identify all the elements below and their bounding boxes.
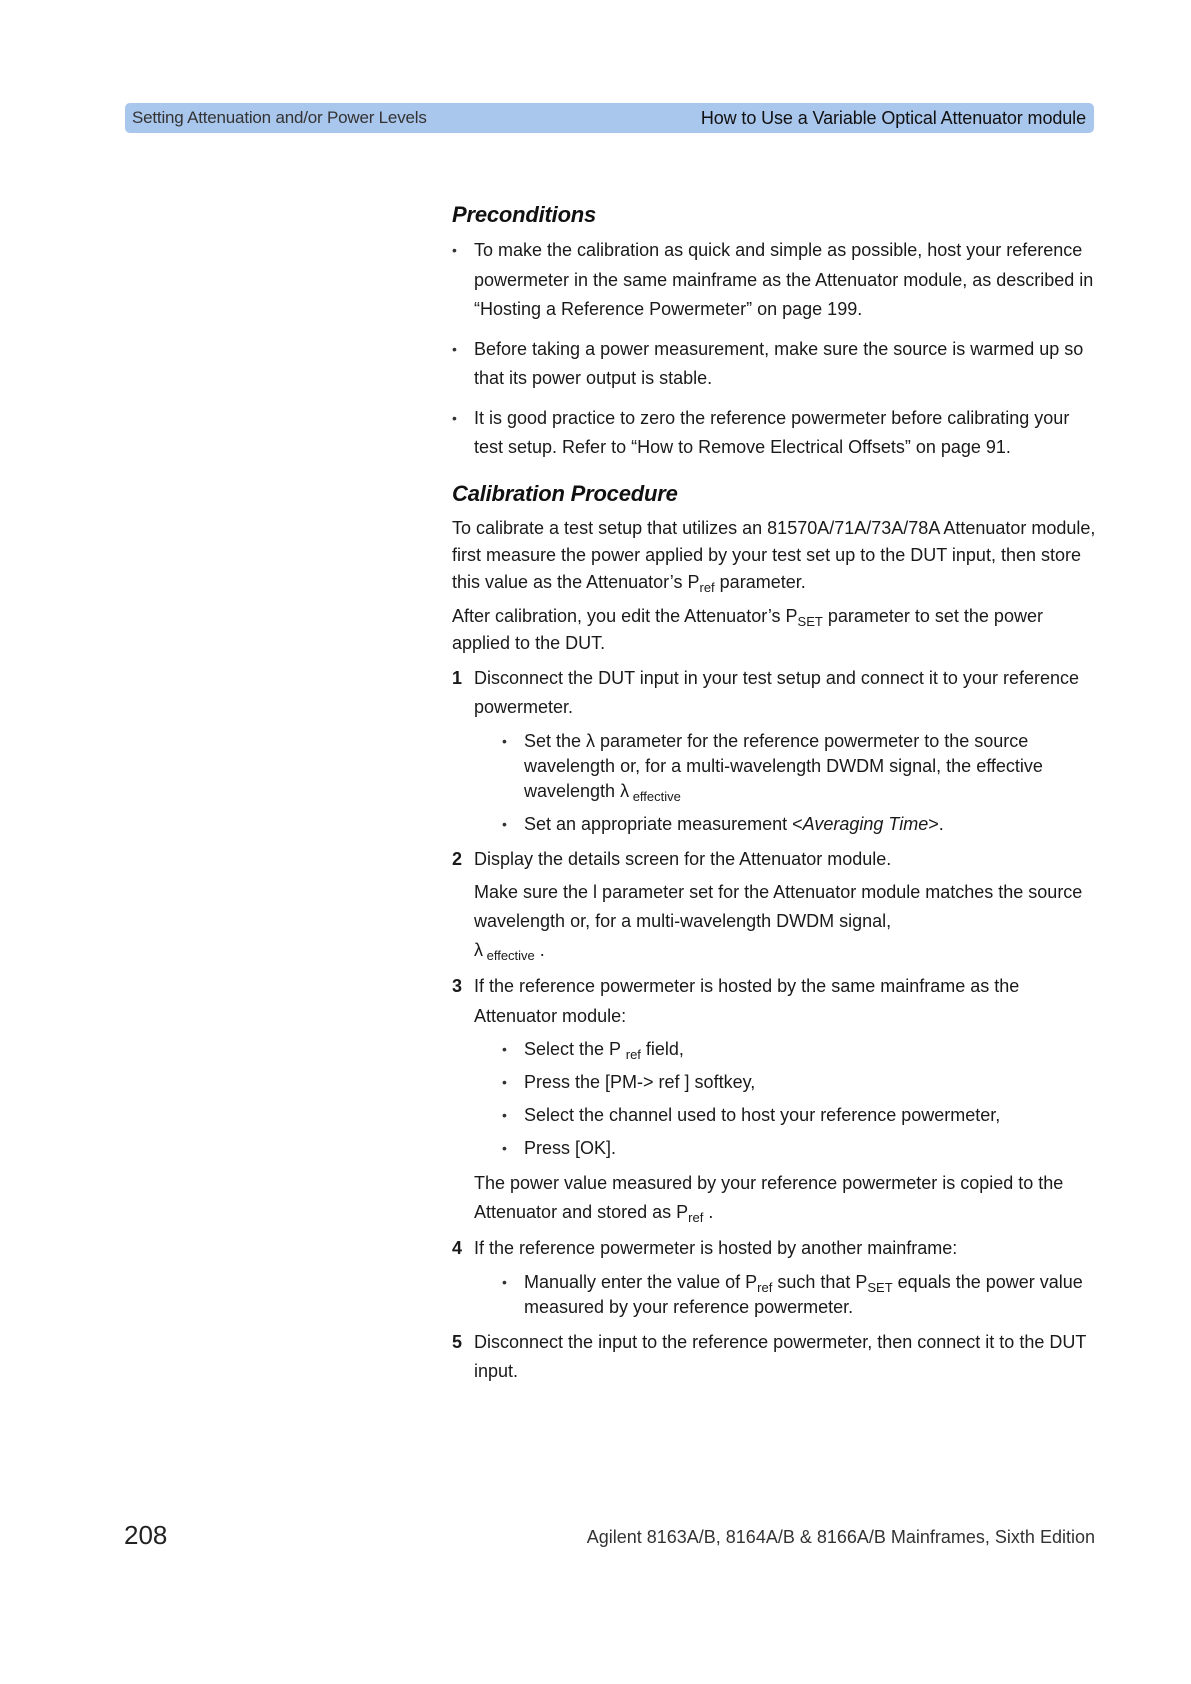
step-1 [452, 664, 1102, 837]
subscript: ref [688, 1210, 704, 1225]
emphasis: Averaging Time [802, 813, 929, 834]
subscript: SET [797, 613, 823, 629]
step-3-result [474, 1169, 1102, 1227]
precondition-item: • To make the calibration as quick and simple as possible, host your reference powermeter in the same mainframe as the Attenuator module, as described in “Hosting a Reference Powermeter” on page 199. [452, 236, 1102, 325]
text-run: To calibrate a test setup that utilizes an 81570A/71A/73A/78A Attenuator module, first measure the power applied by your test set up to the DUT input, then store this value as the Attenuator’s P [452, 517, 1096, 592]
step-number: 1 [452, 667, 463, 688]
step-1-sublist [474, 729, 1102, 837]
running-header [125, 103, 1094, 133]
footer-publication: Agilent 8163A/B, 8164A/B & 8166A/B Mainframes, Sixth Edition [586, 1527, 1095, 1547]
step-5 [452, 1328, 1102, 1387]
text-run: Set an appropriate measurement < [524, 813, 803, 834]
step-2 [452, 845, 1102, 966]
text-run: parameter. [714, 571, 806, 592]
text-run: field, [640, 1039, 684, 1059]
text-run: Manually enter the value of P [524, 1271, 758, 1292]
calibration-note [452, 603, 1102, 657]
text-run: . [703, 1202, 714, 1222]
text-run: Select the P [524, 1039, 626, 1059]
header-section-title: How to Use a Variable Optical Attenuator module [700, 107, 1086, 128]
sub-bullet [502, 1037, 1102, 1062]
preconditions-heading: Preconditions [452, 202, 597, 227]
sub-bullet: • Select the channel used to host your reference powermeter, [502, 1103, 1102, 1128]
sub-bullet: • Press [OK]. [502, 1136, 1102, 1161]
subscript: SET [867, 1279, 893, 1295]
step-2-detail [474, 878, 1102, 965]
step-number: 4 [452, 1238, 463, 1258]
step-text: Disconnect the input to the reference powermeter, then connect it to the DUT input. [474, 1331, 1087, 1381]
preconditions-list [452, 236, 1102, 463]
sub-bullet: • Press the [PM-> ref ] softkey, [502, 1070, 1102, 1095]
step-3-sublist [474, 1037, 1102, 1161]
step-text: If the reference powermeter is hosted by another mainframe: [474, 1238, 958, 1258]
step-3 [452, 972, 1102, 1227]
page-number: 208 [124, 1520, 168, 1550]
subscript: ref [699, 579, 715, 595]
header-chapter-title: Setting Attenuation and/or Power Levels [132, 108, 427, 127]
step-text: Disconnect the DUT input in your test setup and connect it to your reference powermeter. [474, 667, 1079, 717]
step-number: 3 [452, 976, 463, 996]
subscript: ref [625, 1047, 641, 1062]
text-run: The power value measured by your reference powermeter is copied to the Attenuator and stored as P [474, 1173, 1064, 1222]
sub-bullet [502, 729, 1102, 804]
text-run: >. [928, 813, 944, 834]
precondition-item: • It is good practice to zero the reference powermeter before calibrating your test setup. Refer to “How to Remove Electrical Offsets” on page 91. [452, 404, 1102, 463]
lambda-symbol: λ [474, 940, 483, 960]
sub-bullet [502, 1270, 1102, 1320]
text-run: parameter to set the power applied to the DUT. [452, 605, 1043, 653]
page-content [452, 200, 1102, 1394]
step-text: Display the details screen for the Attenuator module. [474, 848, 892, 869]
text-run: After calibration, you edit the Attenuator’s P [452, 605, 798, 626]
text-run: . [534, 940, 545, 960]
step-4 [452, 1234, 1102, 1320]
step-text: If the reference powermeter is hosted by the same mainframe as the Attenuator module: [474, 976, 1020, 1026]
step-number: 2 [452, 848, 463, 869]
text-run: such that P [772, 1271, 868, 1292]
calibration-heading: Calibration Procedure [452, 480, 678, 506]
step-number: 5 [452, 1331, 463, 1352]
sub-bullet [502, 812, 1102, 837]
subscript: effective [483, 948, 535, 963]
step-4-sublist [474, 1270, 1102, 1320]
subscript: effective [629, 788, 681, 804]
text-run: Make sure the l parameter set for the Attenuator module matches the source wavelength or, for a multi-wavelength DWDM signal, [474, 882, 1083, 931]
precondition-item: • Before taking a power measurement, make sure the source is warmed up so that its power output is stable. [452, 335, 1102, 394]
text-run: equals the power value measured by your reference powermeter. [524, 1271, 1083, 1317]
subscript: ref [757, 1279, 773, 1295]
text-run: Set the λ parameter for the reference powermeter to the source wavelength or, for a multi-wavelength DWDM signal, the effective wavelength λ [524, 730, 1043, 801]
calibration-intro [452, 515, 1102, 596]
